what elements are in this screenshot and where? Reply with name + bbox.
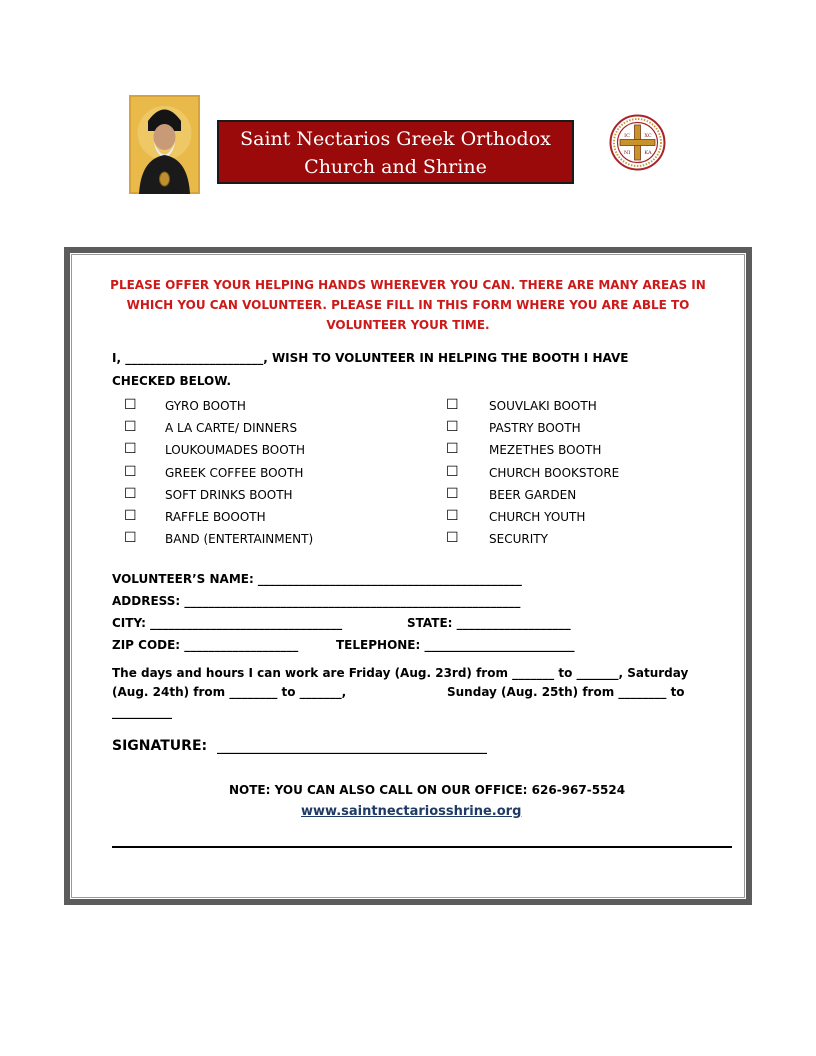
- booth-checkbox[interactable]: ☐: [124, 508, 137, 524]
- booth-label: LOUKOUMADES BOOTH: [165, 443, 306, 457]
- zip-code-field[interactable]: ZIP CODE: ___________________: [112, 638, 299, 652]
- saint-nectarios-portrait: [129, 95, 200, 194]
- booth-checkbox[interactable]: ☐: [446, 464, 459, 480]
- booth-label: GREEK COFFEE BOOTH: [165, 466, 304, 480]
- telephone-field[interactable]: TELEPHONE: _________________________: [336, 638, 575, 652]
- city-field[interactable]: CITY: ________________________________: [112, 616, 343, 630]
- seal-letter: XC: [644, 133, 652, 139]
- signature-label: SIGNATURE:: [112, 738, 208, 754]
- booth-checkbox[interactable]: ☐: [446, 530, 459, 546]
- bottom-divider: [112, 846, 732, 848]
- booth-checkbox[interactable]: ☐: [124, 486, 137, 502]
- booth-checkbox[interactable]: ☐: [124, 464, 137, 480]
- booth-label: BAND (ENTERTAINMENT): [165, 532, 314, 546]
- church-title-banner: [217, 120, 574, 184]
- booth-label: SOUVLAKI BOOTH: [489, 399, 597, 413]
- pledge-line-1: I, _______________________, WISH TO VOLUNTEER IN HELPING THE BOOTH I HAVE: [112, 351, 629, 365]
- booth-checkbox[interactable]: ☐: [124, 441, 137, 457]
- booth-checkbox[interactable]: ☐: [124, 397, 137, 413]
- church-seal: [609, 114, 666, 171]
- booth-label: RAFFLE BOOOTH: [165, 510, 266, 524]
- booth-label: CHURCH YOUTH: [489, 510, 586, 524]
- office-phone-note: NOTE: YOU CAN ALSO CALL ON OUR OFFICE: 626-967-5524: [229, 783, 626, 797]
- seal-letter: KA: [644, 150, 652, 156]
- booth-checkbox[interactable]: ☐: [446, 508, 459, 524]
- booth-checkbox[interactable]: ☐: [446, 441, 459, 457]
- state-field[interactable]: STATE: ___________________: [407, 616, 571, 630]
- seal-letter: NI: [623, 150, 631, 156]
- pledge-line-2: CHECKED BELOW.: [112, 374, 232, 388]
- church-title-line-2: Church and Shrine: [304, 156, 487, 178]
- availability-line-3[interactable]: __________: [112, 705, 172, 719]
- church-title-line-1: Saint Nectarios Greek Orthodox: [240, 128, 551, 150]
- booth-label: BEER GARDEN: [489, 488, 577, 502]
- booth-checkbox[interactable]: ☐: [124, 419, 137, 435]
- availability-line-2-sunday[interactable]: Sunday (Aug. 25th) from ________ to: [447, 685, 685, 699]
- availability-line-2-saturday[interactable]: (Aug. 24th) from ________ to _______,: [112, 685, 347, 699]
- availability-line-1[interactable]: The days and hours I can work are Friday (Aug. 23rd) from _______ to _______, Saturday: [112, 666, 689, 680]
- website-link[interactable]: www.saintnectariosshrine.org: [301, 804, 522, 819]
- booth-label: MEZETHES BOOTH: [489, 443, 602, 457]
- intro-text: PLEASE OFFER YOUR HELPING HANDS WHEREVER YOU CAN. THERE ARE MANY AREAS IN WHICH YOU CAN VOLUNTEER. PLEASE FILL IN THIS FORM WHERE YOU ARE ABLE TO VOLUNTEER YOUR TIME.: [110, 278, 706, 332]
- volunteer-name-field[interactable]: VOLUNTEER’S NAME: ____________________________________________: [112, 572, 522, 586]
- booth-label: SECURITY: [489, 532, 548, 546]
- signature-line[interactable]: _____________________________________________: [217, 740, 487, 754]
- booth-label: PASTRY BOOTH: [489, 421, 581, 435]
- booth-label: CHURCH BOOKSTORE: [489, 466, 620, 480]
- booth-checkbox[interactable]: ☐: [446, 486, 459, 502]
- address-field[interactable]: ADDRESS: ________________________________________________________: [112, 594, 521, 608]
- booth-label: SOFT DRINKS BOOTH: [165, 488, 293, 502]
- seal-letter: IC: [624, 133, 630, 139]
- booth-checkbox[interactable]: ☐: [446, 397, 459, 413]
- booth-checkbox[interactable]: ☐: [124, 530, 137, 546]
- booth-checkbox[interactable]: ☐: [446, 419, 459, 435]
- booth-label: A LA CARTE/ DINNERS: [165, 421, 298, 435]
- booth-label: GYRO BOOTH: [165, 399, 246, 413]
